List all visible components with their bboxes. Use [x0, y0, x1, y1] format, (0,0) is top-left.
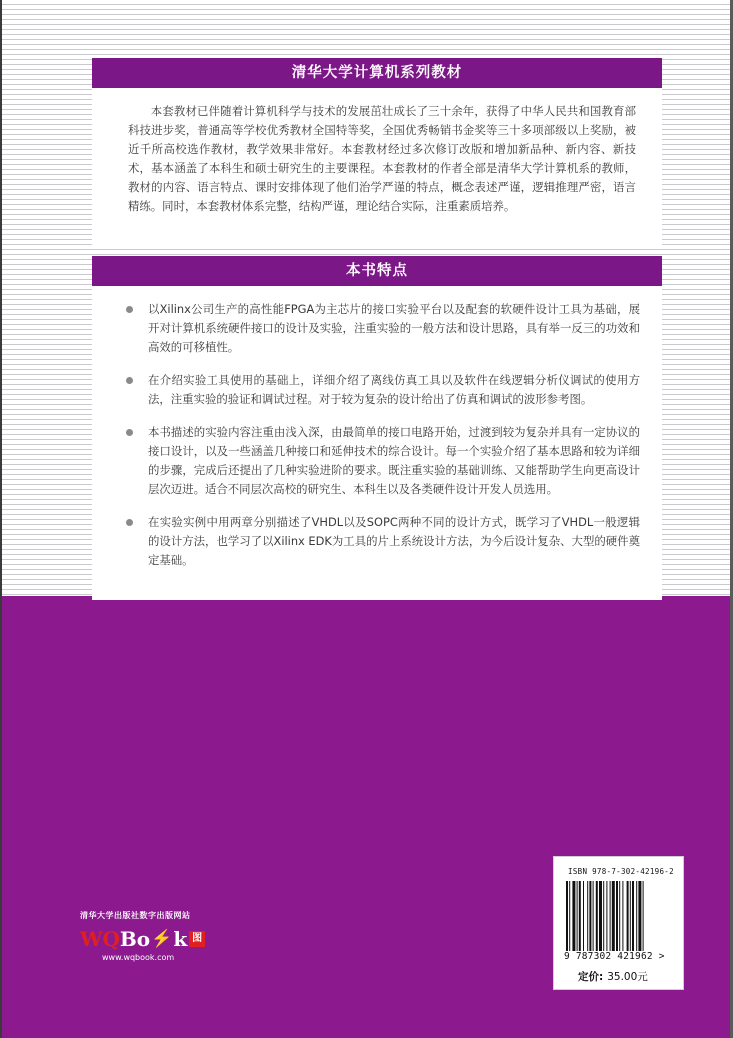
barcode-bar: [583, 881, 584, 951]
barcode-bar: [593, 881, 594, 951]
barcode-bar: [572, 881, 575, 951]
barcode-bar: [612, 881, 615, 951]
lightning-icon: ⚡: [151, 929, 173, 949]
price: [578, 969, 648, 984]
features-title: 本书特点: [92, 256, 662, 286]
feature-item: [126, 423, 640, 499]
wqbook-logo: [80, 927, 230, 951]
barcode-bar: [603, 881, 604, 951]
feature-item: [126, 371, 640, 409]
barcode-bar: [589, 881, 591, 951]
barcode-bar: [596, 881, 598, 951]
feature-item: [126, 513, 640, 570]
barcode-bar: [577, 881, 578, 951]
series-description: 本套教材已伴随着计算机科学与技术的发展茁壮成长了三十余年，获得了中华人民共和国教育部科技进步奖，普通高等学校优秀教材全国特等奖，全国优秀畅销书金奖等三十多项部级以上奖励，被近千所高校选作教材，教学效果非常好。本套教材经过多次修订改版和增加新品种、新内容、新技术，基本涵盖了本科生和硕士研究生的主要课程。本套教材的作者全部是清华大学计算机系的教师，教材的内容、语言特点、课时安排体现了他们治学严谨的特点，概念表述严谨，逻辑推理严密，语言精练。同时，本套教材体系完整，结构严谨，理论结合实际，注重素质培养。: [128, 104, 636, 213]
isbn-label: ISBN 978-7-302-42196-2: [568, 867, 674, 876]
logo-k: k: [173, 927, 188, 951]
barcode-bar: [610, 881, 611, 951]
features-list: [92, 300, 662, 570]
publisher-url: www.wqbook.com: [102, 953, 175, 962]
price-label: 定价:: [578, 971, 604, 983]
barcode-digits: 9 787302 421962 >: [564, 951, 665, 962]
barcode-bar: [643, 881, 644, 951]
barcode-bar: [636, 881, 637, 951]
barcode-bar: [638, 881, 641, 951]
series-title: 清华大学计算机系列教材: [92, 58, 662, 88]
barcode-bar: [627, 881, 629, 951]
left-edge: [0, 0, 2, 1038]
bullet-icon: [126, 429, 133, 436]
barcode-bar: [599, 881, 602, 951]
publisher-site-name: 清华大学出版社数字出版网站: [80, 911, 191, 920]
features-panel: [92, 256, 662, 600]
series-panel: [92, 58, 662, 246]
logo-wq: WQ: [80, 927, 120, 951]
logo-stamp: 图: [189, 931, 205, 947]
barcode-bar: [616, 881, 618, 951]
bullet-icon: [126, 306, 133, 313]
feature-text: 在实验实例中用两章分别描述了VHDL以及SOPC两种不同的设计方式，既学习了VHDL一般逻辑的设计方法，也学习了以Xilinx EDK为工具的片上系统设计方法，为今后设计复杂、大型的硬件奠定基础。: [148, 515, 640, 567]
bullet-icon: [126, 519, 133, 526]
barcode-bar: [606, 881, 607, 951]
barcode-bar: [619, 881, 620, 951]
barcode-icon: [566, 881, 672, 951]
bullet-icon: [126, 377, 133, 384]
barcode-bar: [579, 881, 581, 951]
barcode-bar: [587, 881, 588, 951]
feature-text: 以Xilinx公司生产的高性能FPGA为主芯片的接口实验平台以及配套的软硬件设计工具为基础，展开对计算机系统硬件接口的设计及实验，注重实验的一般方法和设计思路，具有举一反三的功效和高效的可移植性。: [148, 302, 640, 354]
feature-text: 本书描述的实验内容注重由浅入深，由最简单的接口电路开始，过渡到较为复杂并具有一定协议的接口设计，以及一些涵盖几种接口和延伸技术的综合设计。每一个实验介绍了基本思路和较为详细的步骤，完成后还提出了几种实验进阶的要求。既注重实验的基础训练、又能帮助学生向更高设计层次迈进。适合不同层次高校的研究生、本科生以及各类硬件设计开发人员选用。: [148, 425, 640, 496]
barcode-box: [553, 856, 684, 990]
barcode-bar: [622, 881, 623, 951]
feature-item: [126, 300, 640, 357]
feature-text: 在介绍实验工具使用的基础上，详细介绍了离线仿真工具以及软件在线逻辑分析仪调试的使用方法，注重实验的验证和调试过程。对于较为复杂的设计给出了仿真和调试的波形参考图。: [148, 373, 640, 406]
barcode-bar: [632, 881, 634, 951]
barcode-bar: [630, 881, 631, 951]
barcode-bar: [569, 881, 570, 951]
publisher-logo-block: [80, 910, 230, 962]
price-value: 35.00元: [607, 971, 648, 983]
barcode-bar: [566, 881, 568, 951]
logo-bo: Bo: [119, 927, 151, 951]
